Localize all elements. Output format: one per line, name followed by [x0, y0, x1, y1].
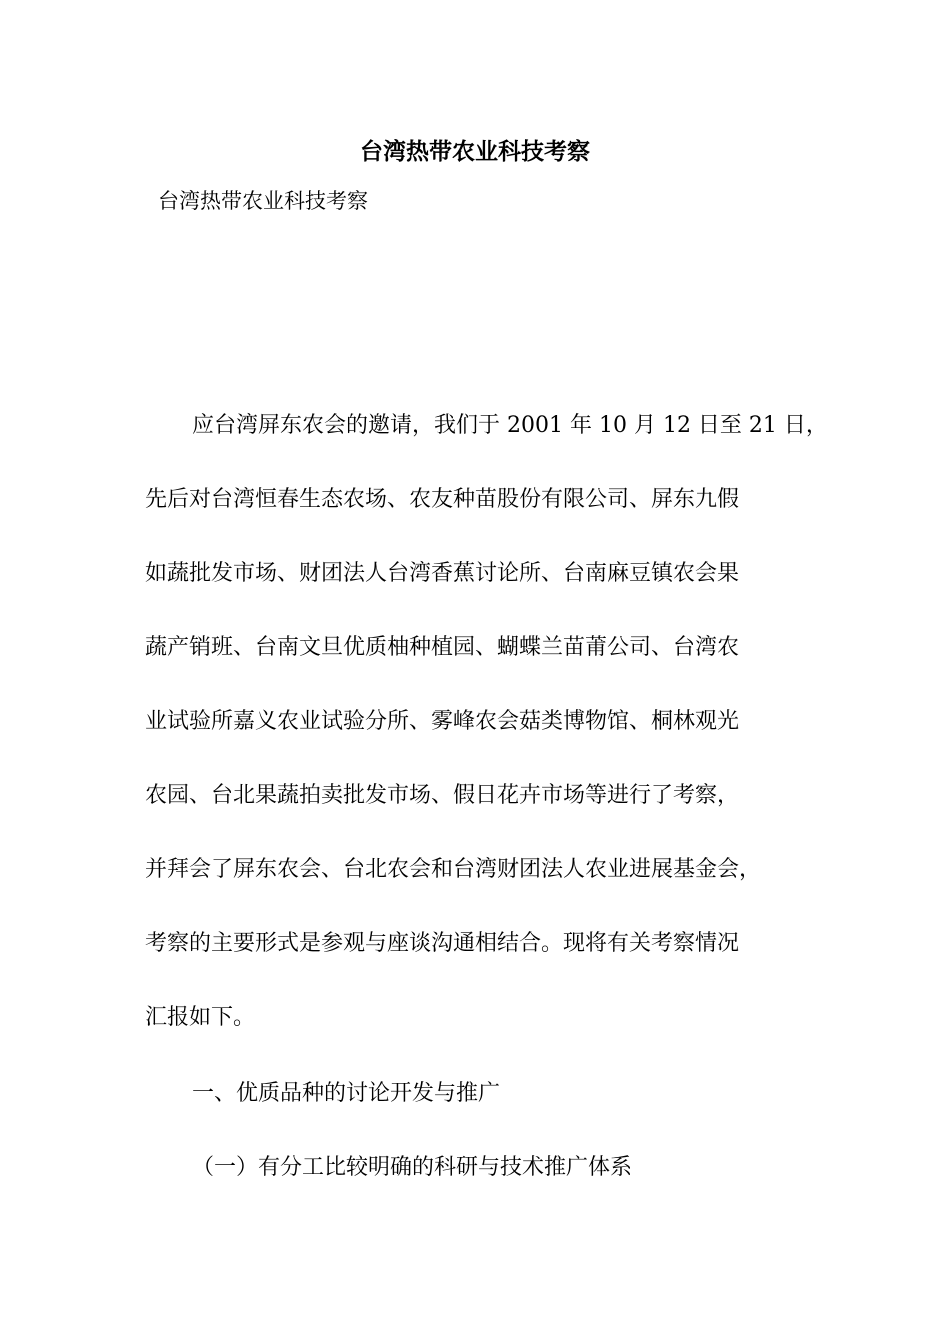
paragraph-line: 并拜会了屏东农会、台北农会和台湾财团法人农业进展基金会，: [145, 857, 762, 882]
paragraph-line: 应台湾屏东农会的邀请，我们于 2001 年 10 月 12 日至 21 日，: [192, 413, 828, 438]
paragraph-line: 先后对台湾恒春生态农场、农友种苗股份有限公司、屏东九假: [145, 487, 740, 512]
paragraph-line: 蔬产销班、台南文旦优质柚种植园、蝴蝶兰苗莆公司、台湾农: [145, 635, 740, 660]
paragraph-line: 农园、台北果蔬拍卖批发市场、假日花卉市场等进行了考察，: [145, 783, 740, 808]
paragraph-line: 业试验所嘉义农业试验分所、雾峰农会菇类博物馆、桐林观光: [145, 709, 740, 734]
section-heading: 一、优质品种的讨论开发与推广: [192, 1081, 501, 1106]
paragraph-line: 如蔬批发市场、财团法人台湾香蕉讨论所、台南麻豆镇农会果: [145, 561, 740, 586]
paragraph-line: 汇报如下。: [145, 1005, 256, 1030]
paragraph-line: 考察的主要形式是参观与座谈沟通相结合。现将有关考察情况: [145, 931, 740, 956]
document-title: 台湾热带农业科技考察: [360, 138, 590, 165]
subsection-heading: （一）有分工比较明确的科研与技术推广体系: [192, 1155, 633, 1180]
document-subtitle: 台湾热带农业科技考察: [158, 189, 368, 213]
